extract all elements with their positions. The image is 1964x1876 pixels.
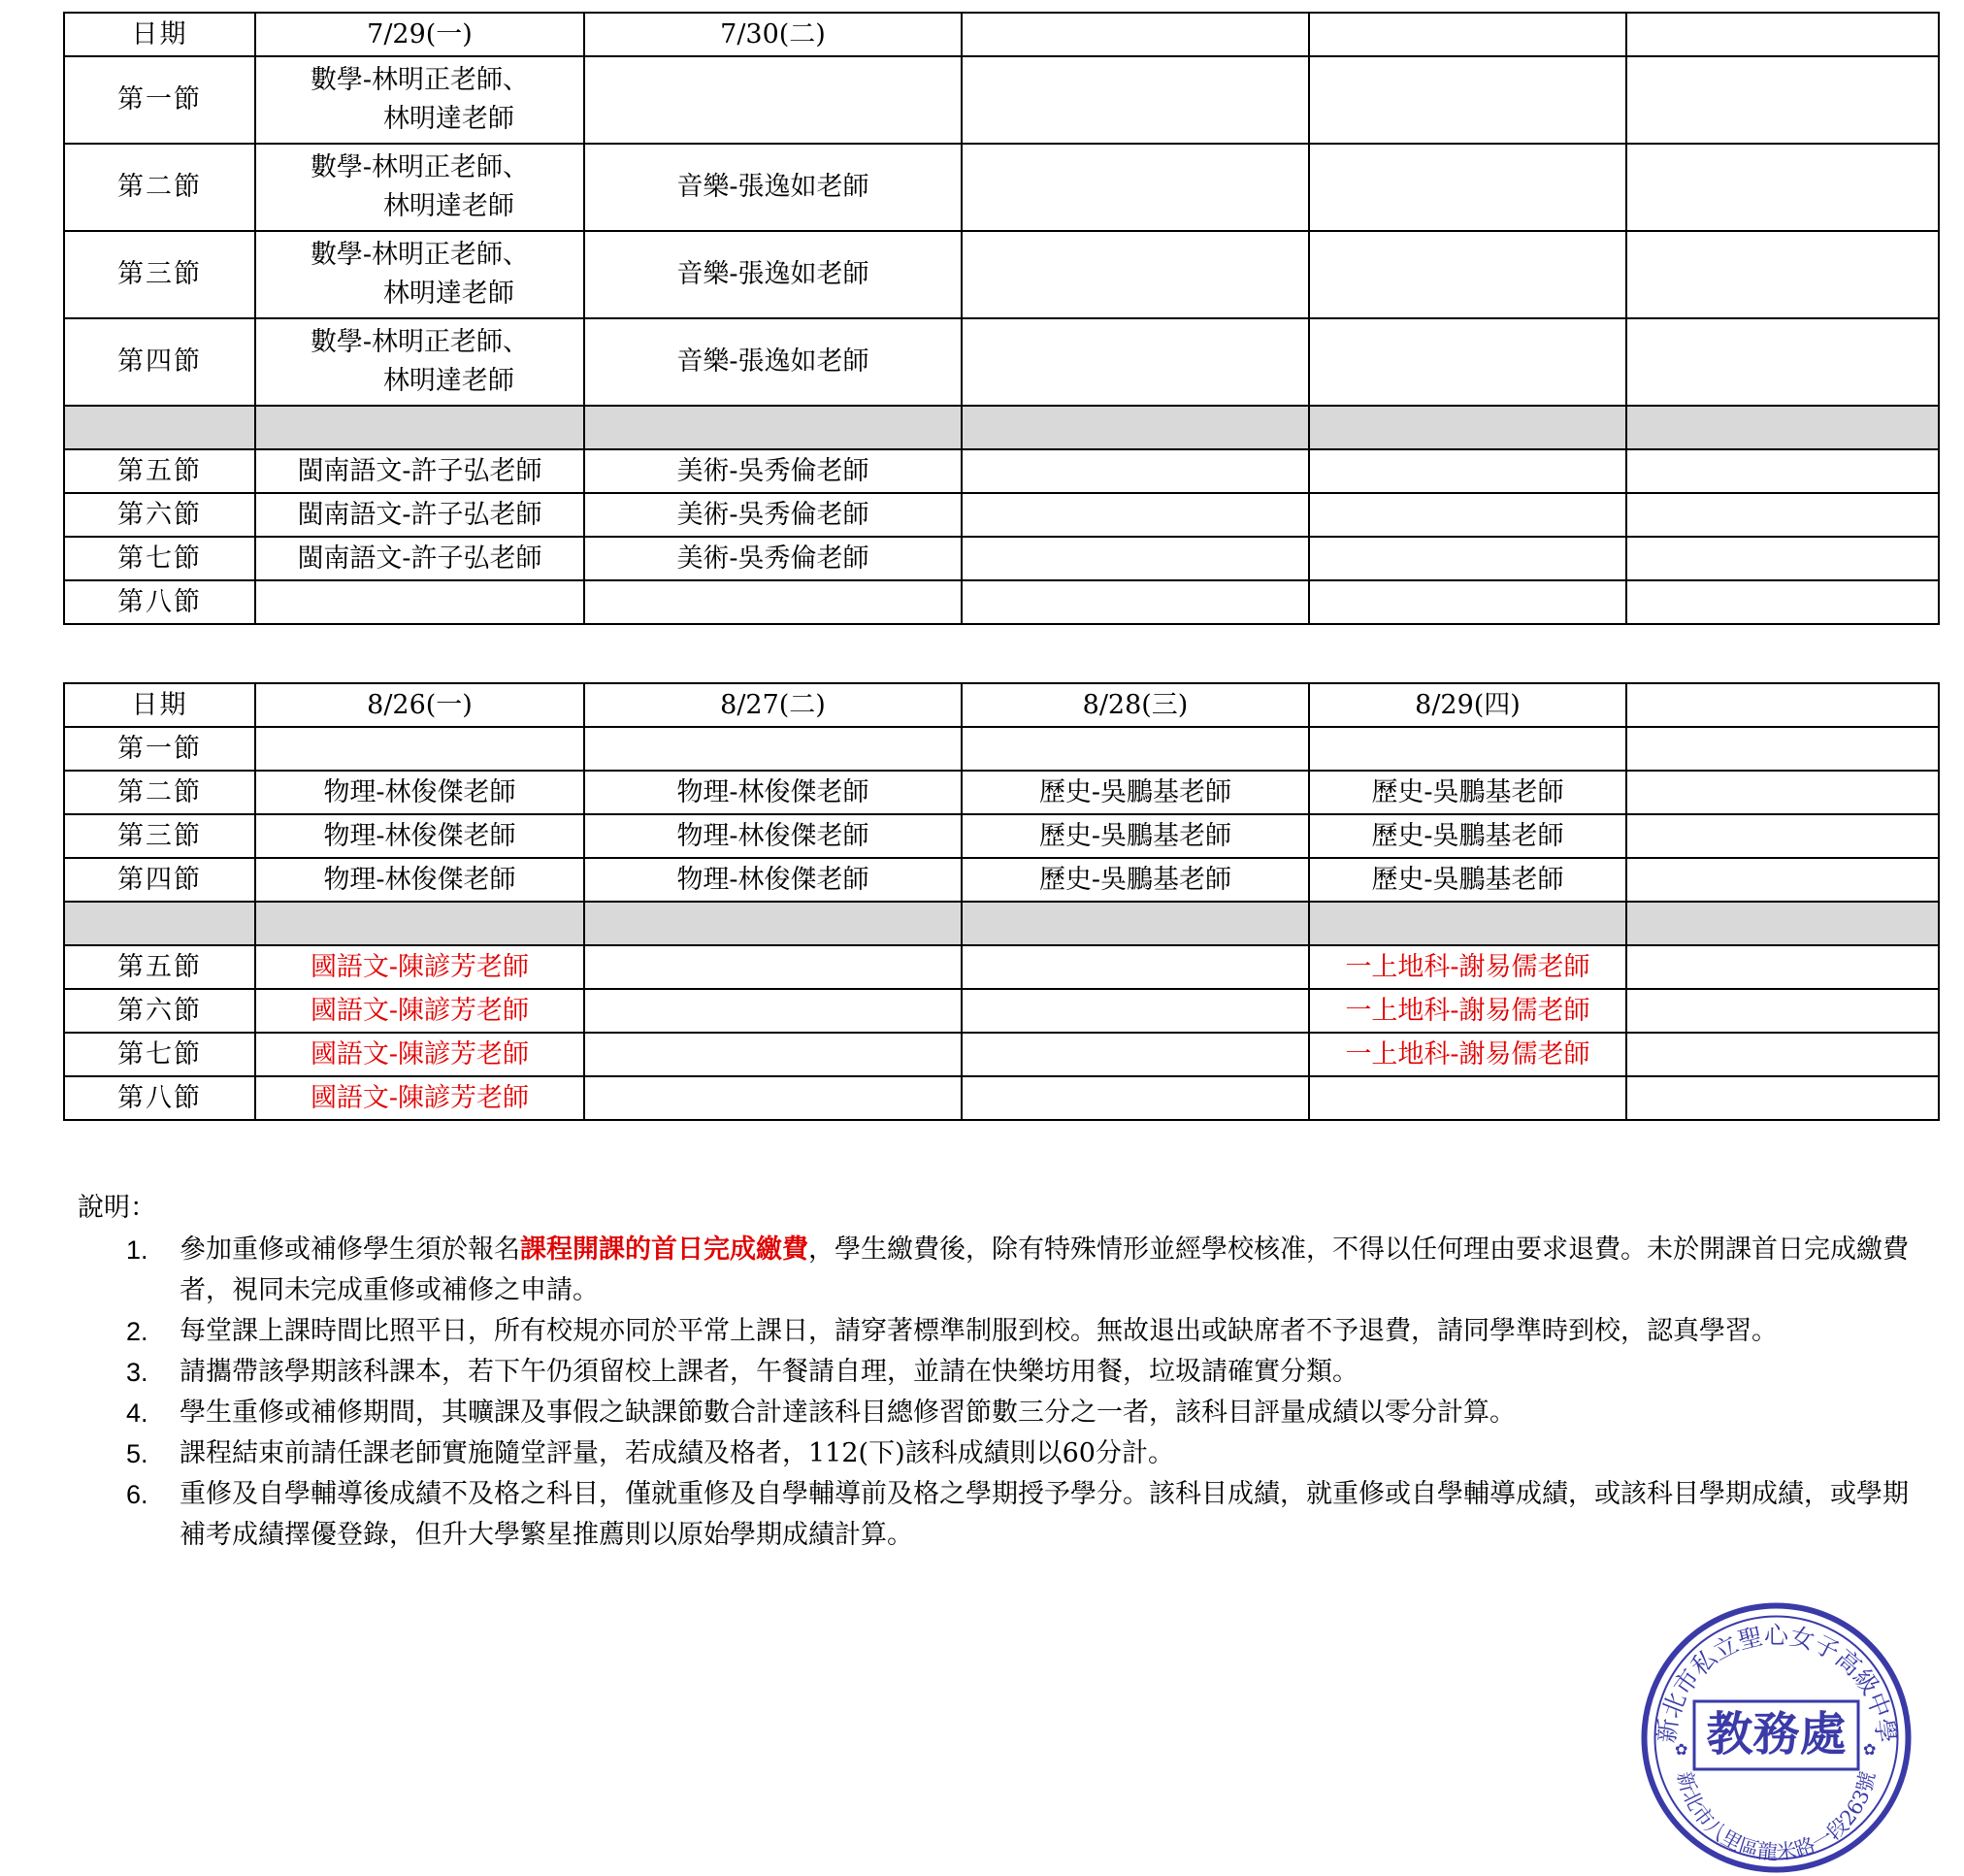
class-cell xyxy=(584,1076,962,1120)
note-text: 重修及自學輔導後成績不及格之科目，僅就重修及自學輔導前及格之學期授予學分。該科目成績，就重修或自學輔導成績，或該科目學期成績，或學期補考成績擇優登錄，但升大學繁星推薦則以原始學期成績計算。 xyxy=(180,1479,1909,1550)
multi-teacher-entry xyxy=(311,148,529,226)
entry-line: 數學-林明正老師、 xyxy=(310,65,530,95)
class-cell xyxy=(1309,318,1626,406)
class-cell xyxy=(962,231,1309,318)
class-cell xyxy=(962,537,1309,580)
header-row xyxy=(64,13,1939,56)
date-label-cell: 日期 xyxy=(64,683,255,727)
multi-teacher-entry xyxy=(311,323,529,401)
class-cell xyxy=(1309,537,1626,580)
class-cell: 美術-吳秀倫老師 xyxy=(584,537,962,580)
class-cell xyxy=(584,56,962,144)
class-cell: 歷史-吳鵬基老師 xyxy=(962,858,1309,902)
class-cell xyxy=(962,1033,1309,1076)
class-cell xyxy=(584,989,962,1033)
class-cell xyxy=(584,727,962,771)
class-cell: 國語文-陳諺芳老師 xyxy=(255,989,584,1033)
schedule-table-august xyxy=(63,682,1940,1121)
date-header-cell: 8/27(二) xyxy=(584,683,962,727)
period-row xyxy=(64,727,1939,771)
period-label-cell: 第三節 xyxy=(64,231,255,318)
class-cell xyxy=(1626,727,1939,771)
class-cell xyxy=(1626,231,1939,318)
class-cell xyxy=(1626,580,1939,624)
period-label-cell: 第四節 xyxy=(64,858,255,902)
class-cell xyxy=(1626,858,1939,902)
notes-heading: 說明： xyxy=(78,1193,156,1223)
period-row xyxy=(64,989,1939,1033)
note-item xyxy=(78,1230,1921,1311)
class-cell: 閩南語文-許子弘老師 xyxy=(255,449,584,493)
entry-line: 林明達老師 xyxy=(382,366,514,396)
class-cell: 一上地科-謝易儒老師 xyxy=(1309,945,1626,989)
notes-list xyxy=(78,1230,1921,1556)
date-header-cell xyxy=(962,13,1309,56)
entry-line: 林明達老師 xyxy=(382,104,514,134)
entry-line: 林明達老師 xyxy=(382,191,514,221)
class-cell xyxy=(962,406,1309,449)
date-header-cell: 8/26(一) xyxy=(255,683,584,727)
class-cell xyxy=(1626,771,1939,814)
class-cell xyxy=(1309,493,1626,537)
class-cell xyxy=(1626,945,1939,989)
date-label-cell: 日期 xyxy=(64,13,255,56)
class-cell xyxy=(1626,1033,1939,1076)
note-text: 參加重修或補修學生須於報名 xyxy=(180,1234,520,1265)
class-cell xyxy=(1626,902,1939,945)
class-cell: 閩南語文-許子弘老師 xyxy=(255,537,584,580)
date-header-cell xyxy=(1626,683,1939,727)
note-highlight-text: 課程開課的首日完成繳費 xyxy=(520,1234,808,1265)
class-cell xyxy=(1309,727,1626,771)
period-row xyxy=(64,537,1939,580)
class-cell: 物理-林俊傑老師 xyxy=(584,858,962,902)
class-cell xyxy=(962,1076,1309,1120)
note-text: 課程結束前請任課老師實施隨堂評量，若成績及格者，112(下)該科成績則以60分計。 xyxy=(180,1438,1174,1468)
class-cell xyxy=(1626,989,1939,1033)
period-row xyxy=(64,858,1939,902)
period-row xyxy=(64,771,1939,814)
class-cell xyxy=(1309,902,1626,945)
class-cell xyxy=(255,56,584,144)
period-label-cell: 第七節 xyxy=(64,537,255,580)
date-header-cell: 8/29(四) xyxy=(1309,683,1626,727)
class-cell: 物理-林俊傑老師 xyxy=(255,858,584,902)
class-cell xyxy=(962,945,1309,989)
period-label-cell: 第二節 xyxy=(64,771,255,814)
class-cell xyxy=(962,144,1309,231)
class-cell xyxy=(584,580,962,624)
period-label-cell: 第一節 xyxy=(64,56,255,144)
class-cell: 國語文-陳諺芳老師 xyxy=(255,1033,584,1076)
period-row xyxy=(64,493,1939,537)
period-row xyxy=(64,945,1939,989)
class-cell: 國語文-陳諺芳老師 xyxy=(255,1076,584,1120)
class-cell xyxy=(1309,580,1626,624)
period-label-cell: 第三節 xyxy=(64,814,255,858)
date-header-cell: 7/30(二) xyxy=(584,13,962,56)
note-number: 3. xyxy=(126,1358,148,1387)
period-label-cell: 第七節 xyxy=(64,1033,255,1076)
period-row xyxy=(64,814,1939,858)
class-cell xyxy=(1626,406,1939,449)
period-label-cell xyxy=(64,902,255,945)
period-row xyxy=(64,231,1939,318)
seal-office-text: 教務處 xyxy=(1706,1707,1847,1761)
note-text: ，學生繳費後，除有特殊情形並經學校核准，不得以任何理由要求退費。未於開課首日完成繳費者，視同未完成重修或補修之申請。 xyxy=(180,1234,1909,1305)
class-cell xyxy=(584,1033,962,1076)
seal-school-text: 新北市私立聖心女子高級中學 xyxy=(1652,1621,1901,1745)
period-label-cell: 第六節 xyxy=(64,493,255,537)
class-cell: 歷史-吳鵬基老師 xyxy=(1309,858,1626,902)
note-item xyxy=(78,1474,1921,1556)
class-cell: 物理-林俊傑老師 xyxy=(584,814,962,858)
period-label-cell: 第二節 xyxy=(64,144,255,231)
period-label-cell: 第八節 xyxy=(64,1076,255,1120)
note-number: 2. xyxy=(126,1317,148,1346)
date-header-cell xyxy=(1309,13,1626,56)
period-row xyxy=(64,318,1939,406)
class-cell xyxy=(1626,493,1939,537)
class-cell xyxy=(1626,814,1939,858)
class-cell: 歷史-吳鵬基老師 xyxy=(1309,814,1626,858)
class-cell xyxy=(255,318,584,406)
class-cell xyxy=(962,989,1309,1033)
note-item xyxy=(78,1311,1921,1352)
period-row xyxy=(64,144,1939,231)
class-cell xyxy=(255,727,584,771)
class-cell: 國語文-陳諺芳老師 xyxy=(255,945,584,989)
note-text: 請攜帶該學期該科課本，若下午仍須留校上課者，午餐請自理，並請在快樂坊用餐，垃圾請確實分類。 xyxy=(180,1357,1358,1387)
class-cell xyxy=(962,902,1309,945)
class-cell xyxy=(1626,56,1939,144)
period-label-cell xyxy=(64,406,255,449)
class-cell: 音樂-張逸如老師 xyxy=(584,231,962,318)
note-number: 4. xyxy=(126,1399,148,1428)
class-cell: 歷史-吳鵬基老師 xyxy=(962,814,1309,858)
class-cell xyxy=(1626,1076,1939,1120)
class-cell xyxy=(584,902,962,945)
class-cell xyxy=(1309,56,1626,144)
multi-teacher-entry xyxy=(311,236,529,313)
note-text: 學生重修或補修期間，其曠課及事假之缺課節數合計達該科目總修習節數三分之一者，該科目評量成績以零分計算。 xyxy=(180,1398,1516,1428)
class-cell xyxy=(1626,537,1939,580)
date-header-cell: 7/29(一) xyxy=(255,13,584,56)
class-cell xyxy=(1626,318,1939,406)
class-cell xyxy=(962,449,1309,493)
class-cell xyxy=(1309,406,1626,449)
office-seal-stamp xyxy=(1638,1599,1915,1876)
class-cell: 歷史-吳鵬基老師 xyxy=(962,771,1309,814)
entry-line: 林明達老師 xyxy=(382,279,514,309)
class-cell: 物理-林俊傑老師 xyxy=(255,814,584,858)
class-cell xyxy=(255,144,584,231)
class-cell xyxy=(962,318,1309,406)
class-cell xyxy=(1626,449,1939,493)
entry-line: 數學-林明正老師、 xyxy=(310,240,530,270)
class-cell xyxy=(255,231,584,318)
schedule-table-july xyxy=(63,12,1940,625)
lunch-break-row xyxy=(64,406,1939,449)
date-header-cell: 8/28(三) xyxy=(962,683,1309,727)
class-cell xyxy=(1626,144,1939,231)
entry-line: 數學-林明正老師、 xyxy=(310,152,530,182)
class-cell: 一上地科-謝易儒老師 xyxy=(1309,989,1626,1033)
class-cell: 音樂-張逸如老師 xyxy=(584,144,962,231)
period-label-cell: 第一節 xyxy=(64,727,255,771)
note-item xyxy=(78,1433,1921,1474)
seal-flower-icon-left: ✿ xyxy=(1675,1740,1688,1759)
class-cell: 音樂-張逸如老師 xyxy=(584,318,962,406)
class-cell xyxy=(255,406,584,449)
note-item xyxy=(78,1393,1921,1433)
note-text: 每堂課上課時間比照平日，所有校規亦同於平常上課日，請穿著標準制服到校。無故退出或缺席者不予退費，請同學準時到校，認真學習。 xyxy=(180,1316,1778,1346)
period-label-cell: 第四節 xyxy=(64,318,255,406)
period-label-cell: 第五節 xyxy=(64,945,255,989)
lunch-break-row xyxy=(64,902,1939,945)
note-number: 6. xyxy=(126,1480,148,1509)
period-label-cell: 第八節 xyxy=(64,580,255,624)
class-cell xyxy=(962,727,1309,771)
class-cell xyxy=(1309,449,1626,493)
class-cell xyxy=(1309,231,1626,318)
class-cell xyxy=(255,902,584,945)
note-number: 5. xyxy=(126,1439,148,1468)
class-cell: 美術-吳秀倫老師 xyxy=(584,493,962,537)
seal-flower-icon-right: ✿ xyxy=(1863,1740,1877,1759)
class-cell: 閩南語文-許子弘老師 xyxy=(255,493,584,537)
class-cell xyxy=(962,580,1309,624)
class-cell: 美術-吳秀倫老師 xyxy=(584,449,962,493)
seal-address-text: 新北市八里區龍米路一段263號 xyxy=(1672,1769,1881,1864)
class-cell xyxy=(1309,144,1626,231)
notes-section xyxy=(78,1186,1921,1556)
note-item xyxy=(78,1352,1921,1393)
class-cell xyxy=(962,493,1309,537)
period-label-cell: 第五節 xyxy=(64,449,255,493)
header-row xyxy=(64,683,1939,727)
class-cell: 一上地科-謝易儒老師 xyxy=(1309,1033,1626,1076)
period-label-cell: 第六節 xyxy=(64,989,255,1033)
class-cell: 歷史-吳鵬基老師 xyxy=(1309,771,1626,814)
class-cell xyxy=(1309,1076,1626,1120)
entry-line: 數學-林明正老師、 xyxy=(310,327,530,357)
period-row xyxy=(64,580,1939,624)
note-number: 1. xyxy=(126,1235,148,1265)
class-cell xyxy=(962,56,1309,144)
period-row xyxy=(64,1033,1939,1076)
period-row xyxy=(64,1076,1939,1120)
date-header-cell xyxy=(1626,13,1939,56)
class-cell xyxy=(255,580,584,624)
class-cell xyxy=(584,945,962,989)
multi-teacher-entry xyxy=(311,61,529,139)
period-row xyxy=(64,56,1939,144)
class-cell: 物理-林俊傑老師 xyxy=(584,771,962,814)
class-cell xyxy=(584,406,962,449)
class-cell: 物理-林俊傑老師 xyxy=(255,771,584,814)
period-row xyxy=(64,449,1939,493)
